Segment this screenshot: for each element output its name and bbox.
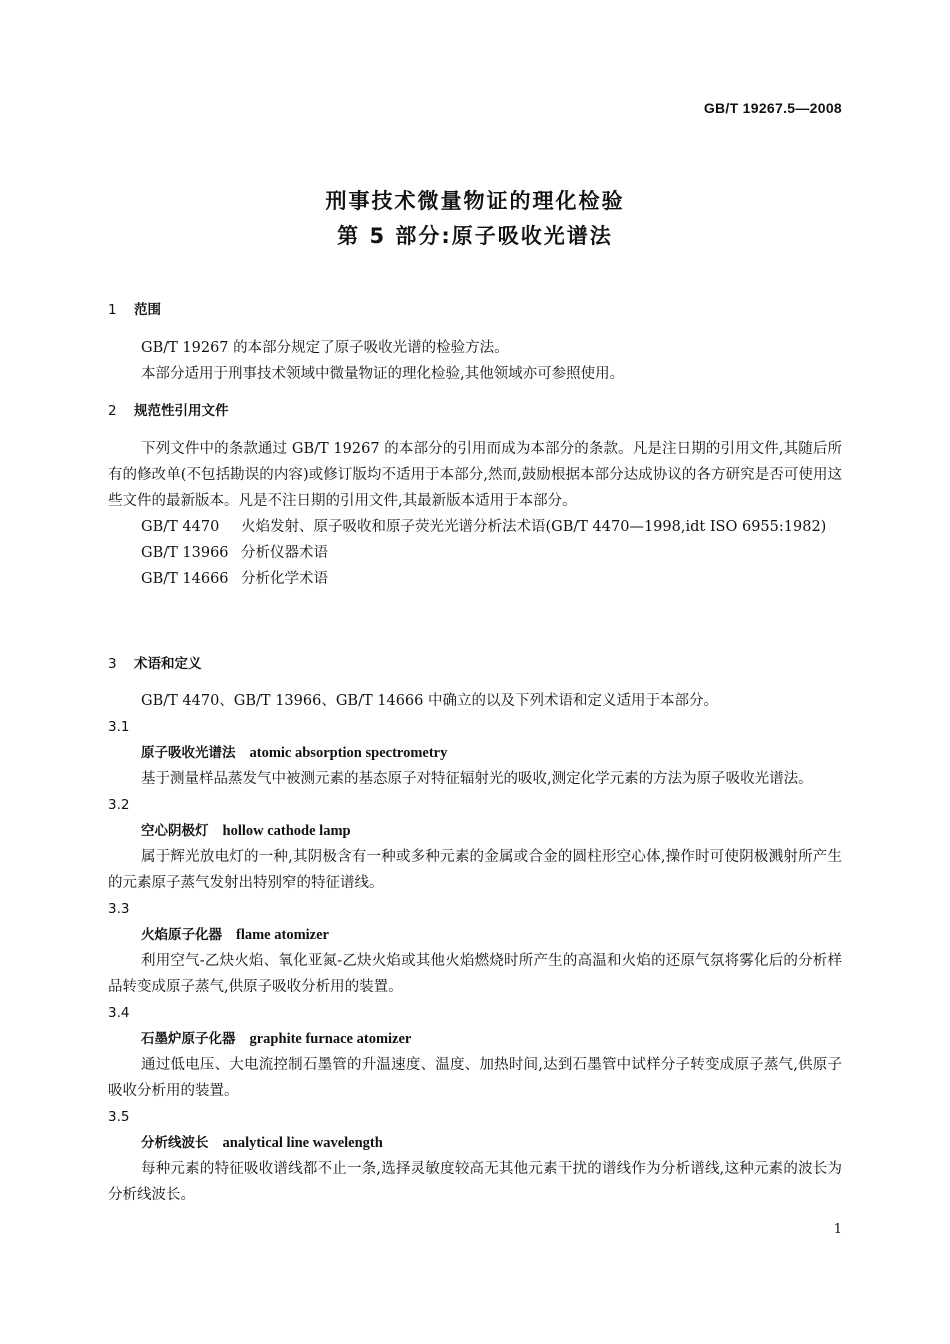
term-zh: 分析线波长: [141, 1135, 209, 1151]
section-3: [108, 651, 842, 677]
paragraph: GB/T 19267 的本部分规定了原子吸收光谱的检验方法。: [141, 340, 509, 356]
section-title: 范围: [134, 302, 161, 318]
term-en: flame atomizer: [236, 927, 329, 943]
reference-code: GB/T 14666: [141, 571, 229, 587]
term-name: [108, 1130, 842, 1156]
term-definition: 通过低电压、大电流控制石墨管的升温速度、温度、加热时间,达到石墨管中试样分子转变成原子蒸气,供原子吸收分析用的装置。: [108, 1057, 842, 1099]
section-2: [108, 398, 842, 424]
term-number: 3.4: [108, 1005, 130, 1021]
reference-code: GB/T 4470: [141, 519, 220, 535]
standard-number: GB/T 19267.5—2008: [703, 100, 842, 116]
section-number: 1: [108, 302, 117, 318]
term-number: 3.2: [108, 797, 130, 813]
section-title: 术语和定义: [134, 656, 202, 672]
term-entry: [108, 1000, 842, 1104]
document-title-line2: 第 5 部分:原子吸收光谱法: [337, 224, 613, 248]
term-number: 3.3: [108, 901, 130, 917]
term-entry: [108, 896, 842, 1000]
term-en: hollow cathode lamp: [222, 823, 351, 839]
document-title-line1: 刑事技术微量物证的理化检验: [325, 189, 625, 213]
term-en: analytical line wavelength: [222, 1135, 383, 1151]
section-title: 规范性引用文件: [134, 403, 229, 419]
section-3-body: [108, 688, 842, 1208]
reference-title: 分析化学术语: [241, 571, 328, 587]
term-definition: 每种元素的特征吸收谱线都不止一条,选择灵敏度较高无其他元素干扰的谱线作为分析谱线,这种元素的波长为分析线波长。: [108, 1161, 842, 1203]
reference-title: 火焰发射、原子吸收和原子荧光光谱分析法术语(GB/T 4470—1998,idt ISO 6955:1982): [241, 519, 827, 535]
term-name: [108, 1026, 842, 1052]
term-zh: 石墨炉原子化器: [141, 1031, 236, 1047]
term-entry: [108, 792, 842, 896]
term-en: atomic absorption spectrometry: [249, 745, 448, 761]
term-entry: [108, 1104, 842, 1208]
section-1: [108, 297, 842, 323]
paragraph: 下列文件中的条款通过 GB/T 19267 的本部分的引用而成为本部分的条款。凡是注日期的引用文件,其随后所有的修改单(不包括勘误的内容)或修订版均不适用于本部分,然而,鼓励根据本部分达成协议的各方研究是否可使用这些文件的最新版本。凡是不注日期的引用文件,其最新版本适用于本部分。: [108, 441, 842, 509]
section-2-body: [108, 436, 842, 592]
term-entry: [108, 714, 842, 792]
section-heading: [108, 398, 842, 424]
section-1-body: [108, 335, 842, 387]
reference-item: [108, 514, 842, 540]
term-definition: 利用空气-乙炔火焰、氧化亚氮-乙炔火焰或其他火焰燃烧时所产生的高温和火焰的还原气氛将雾化后的分析样品转变成原子蒸气,供原子吸收分析用的装置。: [108, 953, 842, 995]
term-name: [108, 922, 842, 948]
section-number: 3: [108, 656, 117, 672]
term-zh: 空心阴极灯: [141, 823, 209, 839]
section-number: 2: [108, 403, 117, 419]
reference-item: [108, 540, 842, 566]
reference-item: [108, 566, 842, 592]
term-en: graphite furnace atomizer: [249, 1031, 412, 1047]
paragraph: GB/T 4470、GB/T 13966、GB/T 14666 中确立的以及下列术语和定义适用于本部分。: [141, 693, 718, 709]
reference-title: 分析仪器术语: [241, 545, 328, 561]
section-heading: [108, 651, 842, 677]
term-name: [108, 740, 842, 766]
term-number: 3.1: [108, 719, 130, 735]
term-definition: 属于辉光放电灯的一种,其阴极含有一种或多种元素的金属或合金的圆柱形空心体,操作时可使阴极溅射所产生的元素原子蒸气发射出特别窄的特征谱线。: [108, 849, 842, 891]
term-zh: 原子吸收光谱法: [141, 745, 236, 761]
term-zh: 火焰原子化器: [141, 927, 222, 943]
term-definition: 基于测量样品蒸发气中被测元素的基态原子对特征辐射光的吸收,测定化学元素的方法为原子吸收光谱法。: [141, 771, 813, 787]
term-number: 3.5: [108, 1109, 130, 1125]
reference-code: GB/T 13966: [141, 545, 229, 561]
paragraph: 本部分适用于刑事技术领域中微量物证的理化检验,其他领域亦可参照使用。: [141, 366, 625, 382]
section-heading: [108, 297, 842, 323]
term-name: [108, 818, 842, 844]
page-number: 1: [833, 1222, 842, 1237]
